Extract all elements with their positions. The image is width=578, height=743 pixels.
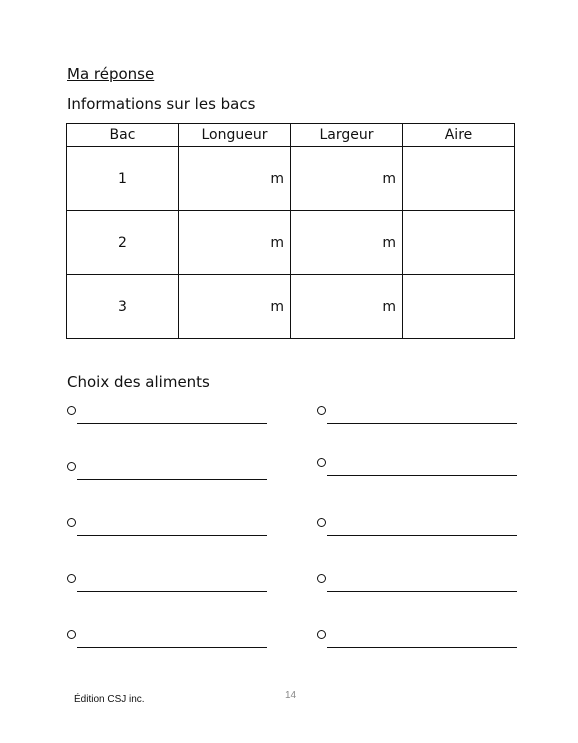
aire-input[interactable] <box>403 275 515 339</box>
unit-label: m <box>270 298 284 315</box>
aire-input[interactable] <box>403 147 515 211</box>
radio-circle-icon[interactable] <box>317 574 326 583</box>
food-choice-5[interactable] <box>67 630 267 650</box>
radio-circle-icon[interactable] <box>67 574 76 583</box>
bac-number: 2 <box>67 211 179 275</box>
radio-circle-icon[interactable] <box>67 406 76 415</box>
answer-line[interactable] <box>77 423 267 424</box>
publisher-footer: Édition CSJ inc. <box>74 694 145 705</box>
choices-title: Choix des aliments <box>67 373 210 391</box>
longueur-input[interactable] <box>179 211 291 275</box>
unit-label: m <box>382 298 396 315</box>
unit-label: m <box>382 170 396 187</box>
unit-label: m <box>270 170 284 187</box>
food-choice-2[interactable] <box>67 462 267 482</box>
food-choice-3[interactable] <box>67 518 267 538</box>
answer-line[interactable] <box>327 423 517 424</box>
largeur-input[interactable] <box>291 211 403 275</box>
food-choice-1[interactable] <box>67 406 267 426</box>
table-title: Informations sur les bacs <box>67 95 256 113</box>
food-choice-10[interactable] <box>317 630 517 650</box>
radio-circle-icon[interactable] <box>317 406 326 415</box>
answer-line[interactable] <box>327 647 517 648</box>
answer-line[interactable] <box>327 591 517 592</box>
section-title: Ma réponse <box>67 65 155 83</box>
food-choice-7[interactable] <box>317 458 517 478</box>
table-row <box>67 275 515 339</box>
radio-circle-icon[interactable] <box>317 518 326 527</box>
table-header-row <box>67 124 515 147</box>
radio-circle-icon[interactable] <box>67 518 76 527</box>
column-header-largeur: Largeur <box>291 124 403 147</box>
longueur-input[interactable] <box>179 275 291 339</box>
table-row <box>67 211 515 275</box>
answer-line[interactable] <box>327 535 517 536</box>
answer-line[interactable] <box>327 475 517 476</box>
aire-input[interactable] <box>403 211 515 275</box>
answer-line[interactable] <box>77 591 267 592</box>
column-header-longueur: Longueur <box>179 124 291 147</box>
answer-line[interactable] <box>77 479 267 480</box>
unit-label: m <box>382 234 396 251</box>
bac-number: 3 <box>67 275 179 339</box>
food-choice-4[interactable] <box>67 574 267 594</box>
radio-circle-icon[interactable] <box>317 458 326 467</box>
column-header-aire: Aire <box>403 124 515 147</box>
unit-label: m <box>270 234 284 251</box>
table-row <box>67 147 515 211</box>
largeur-input[interactable] <box>291 147 403 211</box>
page-number: 14 <box>285 690 297 701</box>
bacs-table <box>66 123 515 339</box>
food-choice-6[interactable] <box>317 406 517 426</box>
food-choice-8[interactable] <box>317 518 517 538</box>
largeur-input[interactable] <box>291 275 403 339</box>
answer-line[interactable] <box>77 647 267 648</box>
food-choice-9[interactable] <box>317 574 517 594</box>
radio-circle-icon[interactable] <box>67 462 76 471</box>
longueur-input[interactable] <box>179 147 291 211</box>
answer-line[interactable] <box>77 535 267 536</box>
bac-number: 1 <box>67 147 179 211</box>
radio-circle-icon[interactable] <box>67 630 76 639</box>
radio-circle-icon[interactable] <box>317 630 326 639</box>
column-header-bac: Bac <box>67 124 179 147</box>
